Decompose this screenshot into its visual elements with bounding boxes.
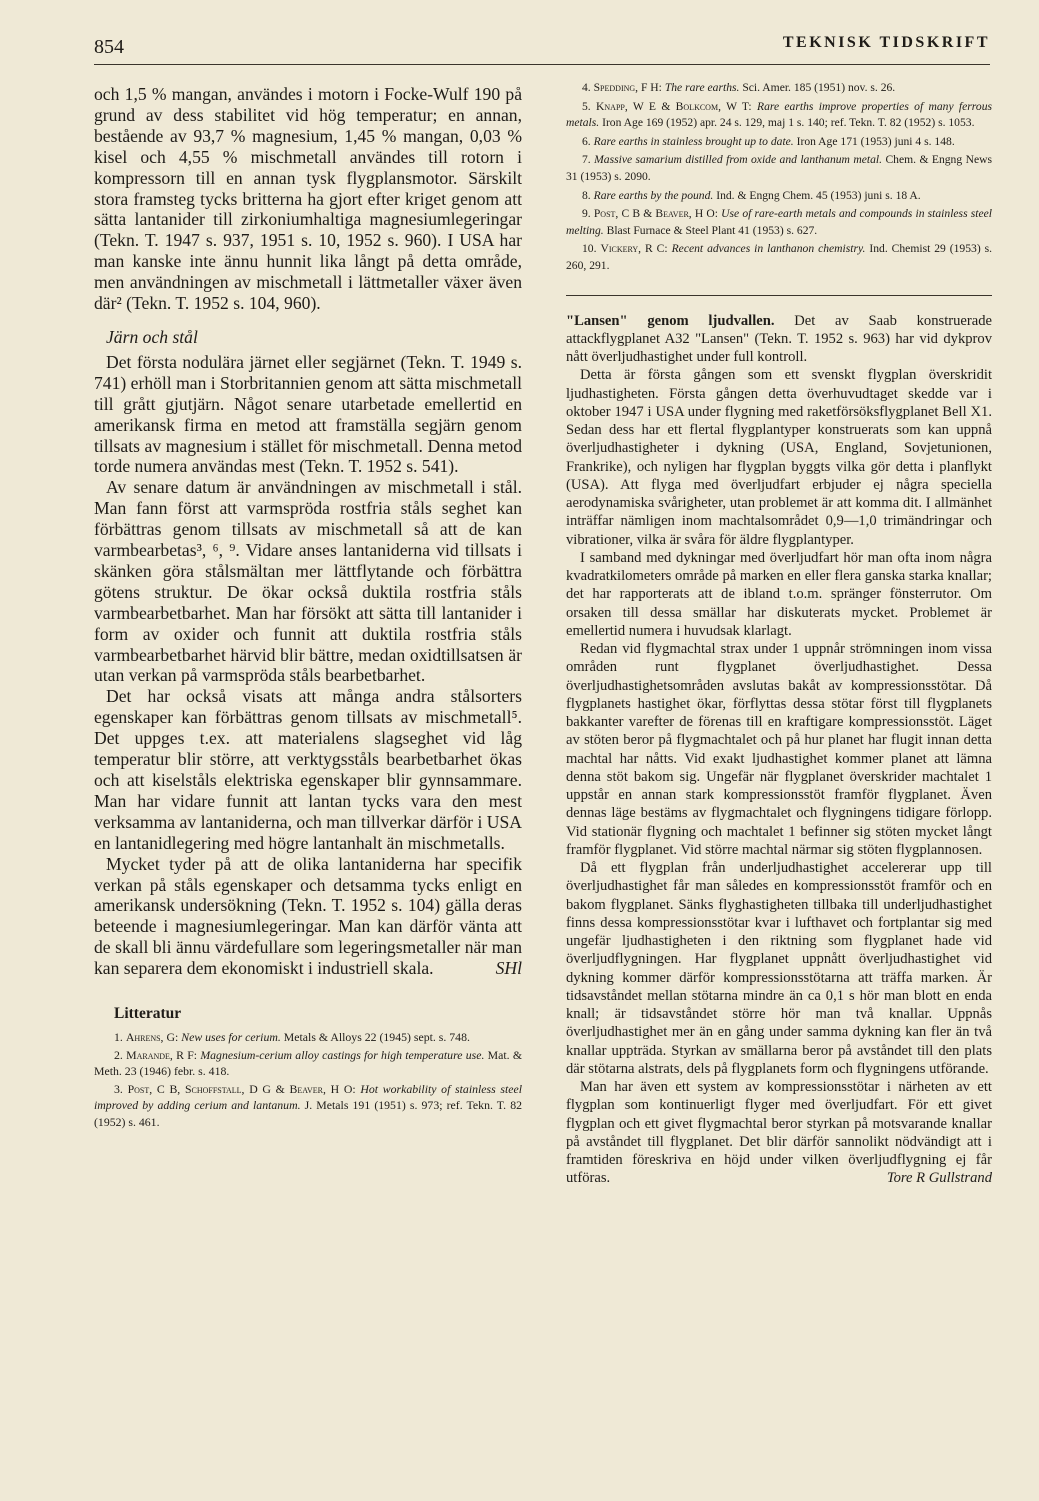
- paragraph: [566, 1078, 992, 1188]
- paragraph: [566, 312, 992, 367]
- left-column: [94, 84, 522, 1132]
- reference-item: 4. Spedding, F H: The rare earths. Sci. Amer. 185 (1951) nov. s. 26.: [582, 81, 896, 94]
- paragraph: Av senare datum är användningen av mischmetall i stål. Man fann först att varmspröda rostfria ståls seghet kan förbättras genom tillsats av mischmetall så att de kan varmbearbetas³, ⁶, ⁹. Vidare anses lantaniderna vid tillsats i skänken göra stålsmältan mer lättflytande och förbättra götens struktur. De ökar också duktila rostfria ståls varmbearbetbarhet. Man har försökt att sätta till lantanider i form av oxider och funnit att duktila rostfria ståls varmbearbetbarhet härvid blir bättre, medan oxidtillsatsen är utan verkan på varmspröda ståls bearbetbarhet.: [94, 477, 522, 686]
- reference-item: 7. Massive samarium distilled from oxide and lanthanum metal. Chem. & Engng News 31 (1953) s. 2090.: [566, 153, 992, 183]
- page-number: 854: [94, 36, 124, 58]
- journal-title: TEKNISK TIDSKRIFT: [782, 34, 990, 51]
- paragraph: Redan vid flygmachtal strax under 1 uppnår strömningen inom vissa områden runt flygplanet överljudhastighet. Dessa överljudhastighetsområden avslutas bakåt av kompressionsstötar. Då flygplanets hastighet ökar, förflyttas dessa stötar först till flygplanets bakkanter varefter de förenas till en kraftigare kompressionsstöt. Läget av stöten beror på flygmachtalet och på hur planet har flugit innan detta machtal har nåtts. Vid exakt ljudhastighet kommer planet att lämna denna stöt bakom sig. Ungefär när flygplanet överskrider machtalet 1 uppstår en annan stark kompressionsstöt framför flygplanet. Även dennas läge bestäms av flygmachtalet och flygningens tidigare förlopp. Vid stationär flygning och machtalet 1 befinner sig stöten mycket långt framför flygplanet. Vid större machtal närmar sig stöten flygplannosen.: [566, 641, 992, 858]
- section-divider: [566, 295, 992, 296]
- paragraph: och 1,5 % mangan, användes i motorn i Focke-Wulf 190 på grund av dess stabilitet vid hög temperatur; en annan, bestående av 93,7 % magnesium, 1,45 % mangan, 0,03 % kisel och 4,55 % mischmetall användes till rotorn i kompressorn till en annan tysk flygplansmotor. Särskilt stora framsteg tycks britterna ha gjort efter kriget genom att sätta lantanider till zirkoniumhaltiga magnesiumlegeringar (Tekn. T. 1947 s. 937, 1951 s. 10, 1952 s. 960). I USA har man kanske inte ännu hunnit lika långt på detta område, men användningen av mischmetall i lättmetaller växer även där² (Tekn. T. 1952 s. 104, 960).: [94, 84, 522, 314]
- author-signature: SHl: [495, 958, 522, 979]
- article-headline: "Lansen" genom ljudvallen.: [566, 312, 775, 329]
- reference-item: 5. Knapp, W E & Bolkcom, W T: Rare earths improve properties of many ferrous metals. Iron Age 169 (1952) apr. 24 s. 129, maj 1 s. 140; ref. Tekn. T. 82 (1952) s. 1053.: [566, 99, 992, 130]
- paragraph: Då ett flygplan från underljudhastighet accelererar upp till överljudhastighet får man således en kompressionsstöt framför och en bakom flygplanet. Sänks flyghastigheten tillbaka till underljudhastighet finns dessa kompressionsstötar kvar i lufthavet och fortplantar sig med ungefär ljudhastigheten i den riktning som flygplanet hade vid överljudflygningen. Har flygplanet uppnått överljudhastighet vid dykning kommer därför kompressionsstötarna att träffa marken. Är tidsavståndet mellan stötarna mindre än ca 0,1 s hör man blott en enda knall; är tidsavståndet större hör man två knallar. Uppnås överljudhastighet mer än en gång under samma dykning kan fler än två knallar uppträda. Styrkan av smällarna beror på avståndet till den plats där stötarna alstrats, dels på flygplanets form och flygningens utförande.: [566, 860, 992, 1077]
- reference-list: [94, 1029, 522, 1130]
- reference-item: 1. Ahrens, G: New uses for cerium. Metals & Alloys 22 (1945) sept. s. 748.: [114, 1030, 470, 1045]
- header-rule: [94, 64, 990, 65]
- author-signature: Tore R Gullstrand: [886, 1170, 992, 1187]
- paragraph: Detta är första gången som ett svenskt flygplan överskridit ljudhastigheten. Första gången detta överhuvudtaget skedde var i oktober 1947 i USA under flygning med raketförsöksflygplanet Bell X1. Sedan dess har ett flertal flygplantyper konstruerats som kan uppnå överljudhastigheter i dykning (USA, England, Sovjetunionen, Frankrike), och nyligen har flygplan byggts vilka gör detta i planflykt (USA). Att flyga med överljudfart erbjuder ej några speciella aerodynamiska svårigheter, utan problemet är att komma dit. I allmänhet inträffar nämligen inom machtalsområdet 0,9—1,0 trimändringar och vibrationer, vilka är svåra för äldre flygplantyper.: [566, 367, 992, 548]
- paragraph: I samband med dykningar med överljudfart hör man ofta inom några kvadratkilometers område på marken en eller flera ganska starka knallar; det har rapporterats att de ibland t.o.m. spränger fönsterrutor. Om orsaken till dessa smällar har diskuterats mycket. Problemet är emellertid numera i huvudsak klarlagt.: [566, 549, 992, 639]
- right-column: [566, 80, 992, 1188]
- reference-list-continued: [566, 80, 992, 275]
- paragraph: Det första nodulära järnet eller segjärnet (Tekn. T. 1949 s. 741) erhöll man i Storbritannien genom att sätta mischmetall till grått gjutjärn. Något senare utarbetade emellertid en amerikansk firma en metod att framställa segjärn genom tillsats av magnesium i stället för mischmetall. Denna metod torde numera användas mest (Tekn. T. 1952 s. 541).: [94, 351, 523, 477]
- paragraph-text: Man har även ett system av kompressionsstötar i närheten av ett flygplan som kontinuerligt flyger med överljudfart. För ett givet flygplan och ett givet flygmachtal beror styrkan på motsvarande knallar på avståndet till flygplanet. Det blir därför sannolikt nödvändigt att i framtiden föreskriva en höjd under vilken överljudflygning ej får utföras.: [566, 1079, 992, 1187]
- paragraph-text: Mycket tyder på att de olika lantaniderna har specifik verkan på ståls egenskaper och detsamma tycks enligt en amerikansk undersökning (Tekn. T. 1952 s. 104) gälla deras beteende i magnesiumlegeringar. Man kan därför vänta att de skall bli ännu värdefullare som legeringsmetaller när man kan separera dem ekonomiskt i industriell skala.: [94, 853, 522, 979]
- reference-item: 10. Vickery, R C: Recent advances in lanthanon chemistry. Ind. Chemist 29 (1953) s. 260, 291.: [566, 242, 993, 272]
- reference-item: 6. Rare earths in stainless brought up to date. Iron Age 171 (1953) juni 4 s. 148.: [582, 134, 955, 148]
- reference-item: 9. Post, C B & Beaver, H O: Use of rare-earth metals and compounds in stainless steel melting. Blast Furnace & Steel Plant 41 (1953) s. 627.: [566, 207, 992, 237]
- reference-item: 3. Post, C B, Schoffstall, D G & Beaver, H O: Hot workability of stainless steel improved by adding cerium and lantanum. J. Metals 191 (1951) s. 973; ref. Tekn. T. 82 (1952) s. 461.: [94, 1082, 522, 1129]
- paragraph-text: Det av Saab konstruerade attackflygplanet A32 "Lansen" (Tekn. T. 1952 s. 963) har vid dykprov nått överljudhastighet under full kontroll.: [566, 312, 993, 366]
- reference-item: 2. Marande, R F: Magnesium-cerium alloy castings for high temperature use. Mat. & Meth. 23 (1946) febr. s. 418.: [94, 1048, 523, 1079]
- paragraph: Det har också visats att många andra stålsorters egenskaper kan förbättras genom tillsats av mischmetall⁵. Det uppges t.ex. att materialens slagseghet vid låg temperatur blir större, att verktygsståls bearbetbarhet ökas och att kiselståls elektriska egenskaper blir gynnsammare. Man har vidare funnit att lantan tycks vara den mest verksamma av lantaniderna, och man tillverkar därför i USA en lantanidlegering med högre lantanhalt än mischmetalls.: [94, 686, 522, 853]
- page-header: [94, 30, 990, 60]
- literature-heading: Litteratur: [114, 1005, 182, 1023]
- reference-item: 8. Rare earths by the pound. Ind. & Engng Chem. 45 (1953) juni s. 18 A.: [582, 188, 921, 202]
- article-lansen: [566, 312, 992, 1188]
- paragraph: [94, 854, 522, 979]
- section-heading: Järn och stål: [106, 326, 198, 347]
